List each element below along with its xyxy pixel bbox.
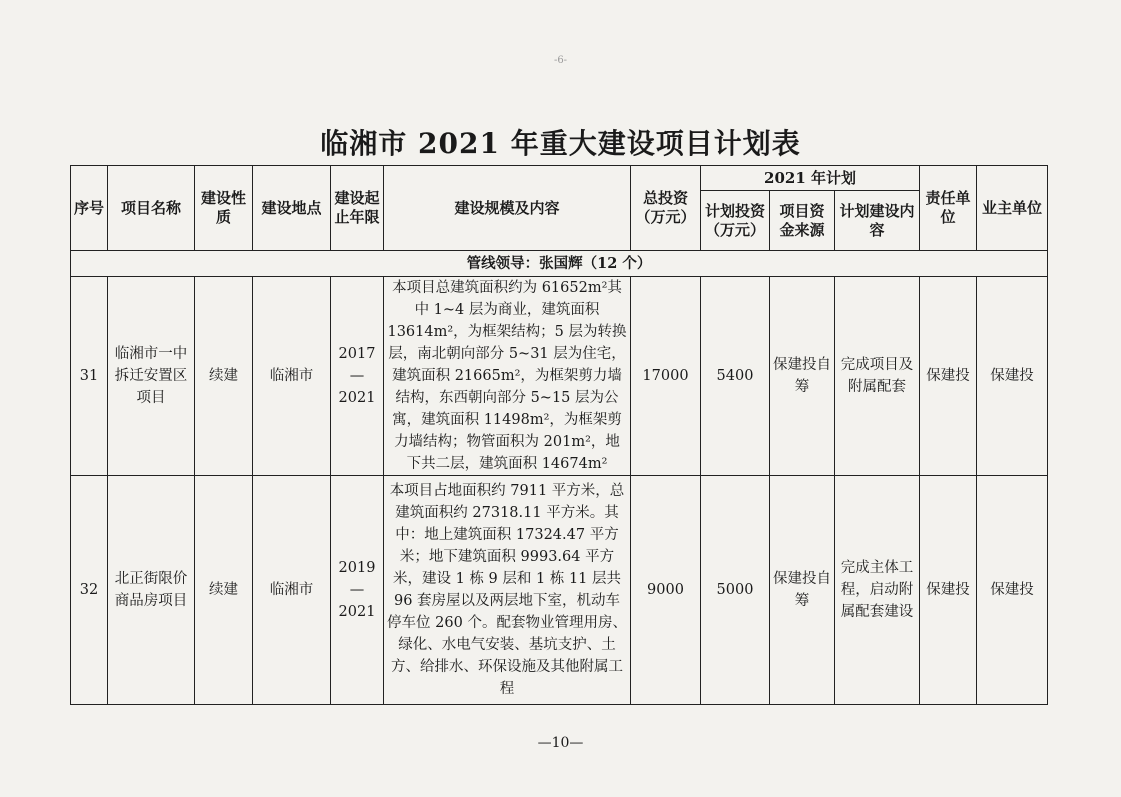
header-total: 总投资（万元） — [631, 166, 701, 251]
row-location: 临湘市 — [253, 277, 331, 476]
row-fund-source: 保建投自筹 — [770, 277, 835, 476]
row-nature: 续建 — [195, 476, 253, 705]
row-period — [331, 476, 384, 705]
row-seq: 31 — [71, 277, 108, 476]
top-mark: -6- — [553, 55, 568, 66]
row-seq: 32 — [71, 476, 108, 705]
page-title: 临湘市 2021 年重大建设项目计划表 — [320, 127, 801, 160]
header-name: 项目名称 — [108, 166, 195, 251]
leader-row: 管线领导：张国辉（12 个） — [71, 251, 1048, 277]
row-scale: 本项目总建筑面积约为 61652m²其中 1~4 层为商业，建筑面积 13614m²，为框架结构；5 层为转换层，南北朝向部分 5~31 层为住宅，建筑面积 21665m²，为框架剪力墙结构，东西朝向部分 5~15 层为公寓，建筑面积 11498m²，为框架剪力墙结构；物管面积为 201m²，地下共二层，建筑面积 14674m² — [384, 277, 631, 476]
header-plan-invest: 计划投资（万元） — [701, 191, 770, 251]
header-plan-2021: 2021 年计划 — [701, 166, 920, 191]
period-end: 2021 — [338, 390, 376, 406]
row-nature: 续建 — [195, 277, 253, 476]
period-start: 2017 — [338, 346, 376, 362]
row-resp-unit: 保建投 — [920, 277, 977, 476]
header-fund-source: 项目资金来源 — [770, 191, 835, 251]
row-resp-unit: 保建投 — [920, 476, 977, 705]
period-end: 2021 — [338, 604, 376, 620]
header-scale: 建设规模及内容 — [384, 166, 631, 251]
row-plan-invest: 5000 — [701, 476, 770, 705]
row-scale: 本项目占地面积约 7911 平方米，总建筑面积约 27318.11 平方米。其中：地上建筑面积 17324.47 平方米；地下建筑面积 9993.64 平方米，建设 1 栋 9 层和 1 栋 11 层共 96 套房屋以及两层地下室，机动车停车位 260 个。配套物业管理用房、绿化、水电气安装、基坑支护、土方、给排水、环保设施及其他附属工程 — [384, 476, 631, 705]
header-nature: 建设性质 — [195, 166, 253, 251]
row-total: 17000 — [631, 277, 701, 476]
row-fund-source: 保建投自筹 — [770, 476, 835, 705]
row-location: 临湘市 — [253, 476, 331, 705]
row-owner-unit: 保建投 — [977, 476, 1048, 705]
header-owner-unit: 业主单位 — [977, 166, 1048, 251]
row-plan-content: 完成项目及附属配套 — [835, 277, 920, 476]
page-number: —10— — [537, 735, 584, 751]
row-owner-unit: 保建投 — [977, 277, 1048, 476]
table-row — [71, 476, 1048, 705]
table-row — [71, 277, 1048, 476]
header-plan-content: 计划建设内容 — [835, 191, 920, 251]
row-name: 临湘市一中拆迁安置区项目 — [108, 277, 195, 476]
header-period: 建设起止年限 — [331, 166, 384, 251]
row-name: 北正街限价商品房项目 — [108, 476, 195, 705]
project-plan-table — [70, 165, 1048, 705]
period-start: 2019 — [338, 560, 376, 576]
period-dash: — — [349, 582, 365, 598]
header-resp-unit: 责任单位 — [920, 166, 977, 251]
row-plan-content: 完成主体工程，启动附属配套建设 — [835, 476, 920, 705]
header-location: 建设地点 — [253, 166, 331, 251]
row-plan-invest: 5400 — [701, 277, 770, 476]
period-dash: — — [349, 368, 365, 384]
row-total: 9000 — [631, 476, 701, 705]
row-period — [331, 277, 384, 476]
header-seq: 序号 — [71, 166, 108, 251]
